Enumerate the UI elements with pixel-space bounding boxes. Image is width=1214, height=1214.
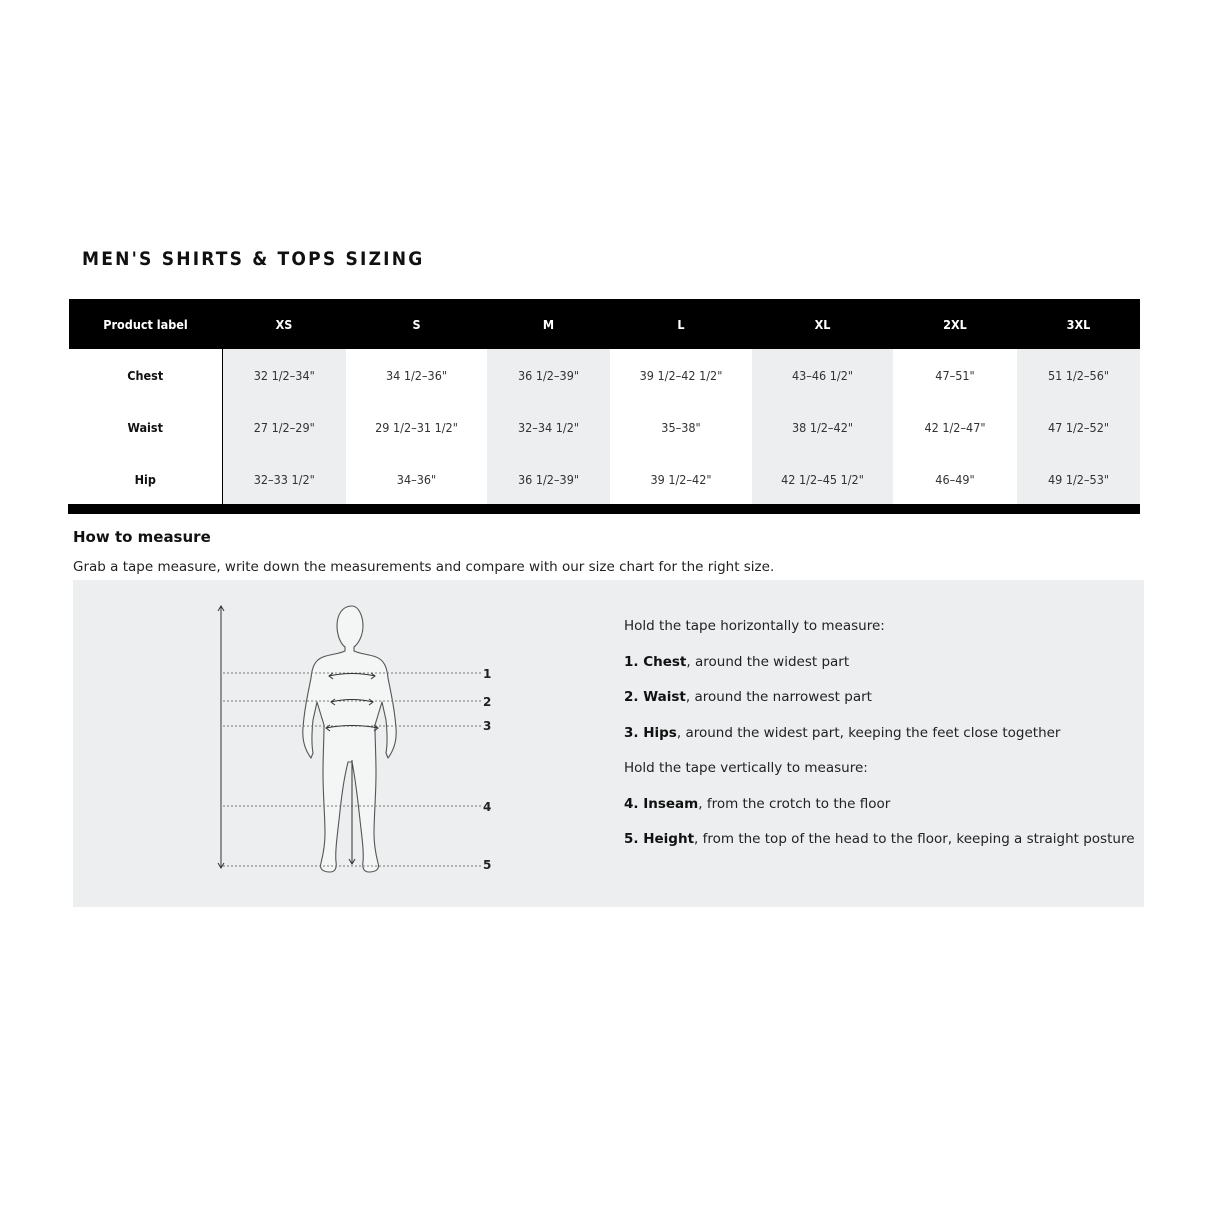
table-bottom-bar <box>68 504 1140 514</box>
instructions <box>624 616 1135 865</box>
instruction-text: , from the crotch to the floor <box>698 795 891 812</box>
table-cell: 29 1/2–31 1/2" <box>375 419 458 435</box>
table-cell: 35–38" <box>661 419 701 435</box>
instruction-text: , around the widest part, keeping the feet close together <box>676 724 1061 741</box>
table-cell: 47 1/2–52" <box>1017 401 1140 453</box>
table-cell: 38 1/2–42" <box>752 401 893 453</box>
instruction-term: 5. Height <box>624 831 695 847</box>
table-cell: 34–36" <box>396 471 437 487</box>
table-row <box>69 349 1140 401</box>
table-cell: 32 1/2–34" <box>222 349 346 401</box>
marker-label: 1 <box>483 667 492 681</box>
header-size: M <box>487 299 610 349</box>
body-measurement-figure <box>73 580 533 907</box>
table-cell: 47–51" <box>935 367 975 383</box>
header-size: 3XL <box>1017 299 1140 349</box>
header-size: S <box>346 299 487 349</box>
page-title: MEN'S SHIRTS & TOPS SIZING <box>82 248 425 270</box>
header-size: XS <box>222 299 346 349</box>
header-product-label: Product label <box>69 299 222 349</box>
table-row <box>69 453 1140 505</box>
instruction-term: 2. Waist <box>624 689 686 705</box>
how-to-measure-title: How to measure <box>73 528 211 546</box>
size-table <box>69 299 1140 505</box>
instruction-item <box>624 687 1135 723</box>
row-label: Waist <box>69 401 222 453</box>
table-cell: 39 1/2–42 1/2" <box>639 367 723 383</box>
table-cell: 32–33 1/2" <box>222 453 346 505</box>
table-cell: 49 1/2–53" <box>1017 453 1140 505</box>
header-size: L <box>610 299 752 349</box>
horizontal-intro: Hold the tape horizontally to measure: <box>624 618 885 634</box>
instruction-text: , from the top of the head to the floor, keeping a straight posture <box>694 831 1135 847</box>
header-size: 2XL <box>893 299 1017 349</box>
instruction-item <box>624 794 1135 830</box>
instruction-term: 3. Hips <box>624 724 677 741</box>
header-size: XL <box>752 299 893 349</box>
table-cell: 51 1/2–56" <box>1017 349 1140 401</box>
measure-panel <box>73 580 1144 907</box>
instruction-text: , around the narrowest part <box>685 689 872 705</box>
table-cell: 43–46 1/2" <box>752 349 893 401</box>
table-header-row <box>69 299 1140 349</box>
vertical-intro: Hold the tape vertically to measure: <box>624 760 868 776</box>
instruction-term: 4. Inseam <box>624 795 699 812</box>
table-cell: 39 1/2–42" <box>650 471 712 487</box>
table-cell: 46–49" <box>935 471 975 487</box>
body-outline-icon <box>303 606 396 872</box>
table-cell: 32–34 1/2" <box>487 401 610 453</box>
marker-label: 4 <box>483 800 492 814</box>
table-cell: 27 1/2–29" <box>222 401 346 453</box>
row-label: Chest <box>69 349 222 401</box>
table-cell: 36 1/2–39" <box>487 349 610 401</box>
table-row <box>69 401 1140 453</box>
marker-label: 3 <box>483 719 492 733</box>
table-cell: 34 1/2–36" <box>385 367 448 383</box>
row-label: Hip <box>69 453 222 505</box>
table-cell: 42 1/2–45 1/2" <box>752 453 893 505</box>
instruction-item <box>624 652 1135 688</box>
instruction-text: , around the widest part <box>686 653 850 670</box>
marker-label: 2 <box>483 695 492 709</box>
how-to-measure-description: Grab a tape measure, write down the measurements and compare with our size chart for the right size. <box>73 559 775 575</box>
instruction-item <box>624 829 1135 865</box>
instruction-term: 1. Chest <box>624 653 687 670</box>
table-cell: 42 1/2–47" <box>924 419 986 435</box>
instruction-item <box>624 723 1135 759</box>
marker-label: 5 <box>483 858 492 872</box>
table-cell: 36 1/2–39" <box>487 453 610 505</box>
height-arrow-icon <box>218 606 224 868</box>
